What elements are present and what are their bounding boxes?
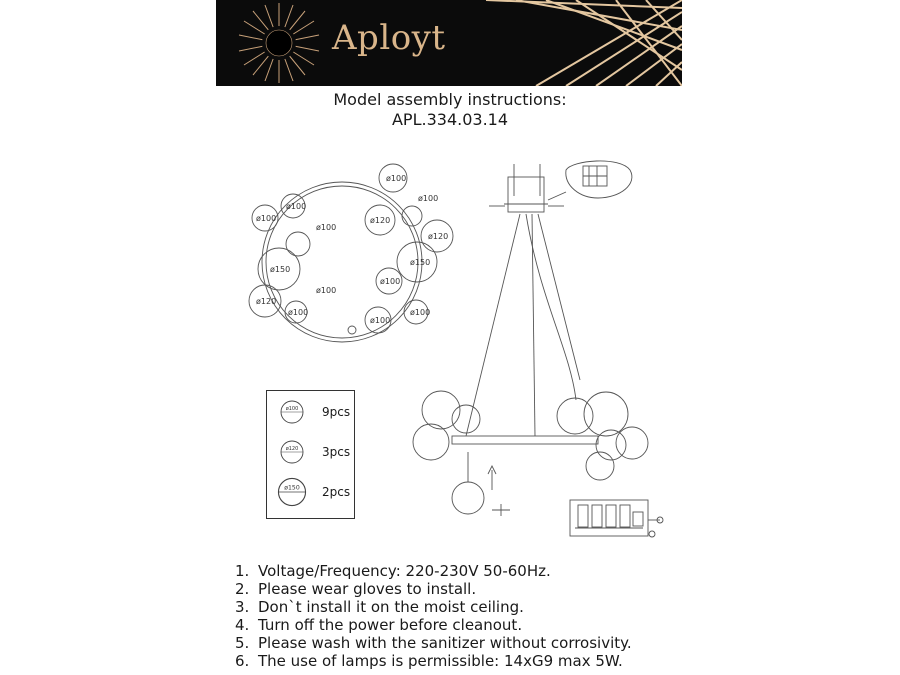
legend-qty: 2pcs [322,485,351,499]
legend-row [267,439,354,469]
side-view-diagram [413,164,648,516]
instruction-item: 2. Please wear gloves to install. [235,580,477,598]
svg-text:ø150: ø150 [284,484,300,492]
size-label: ø120 [428,232,449,241]
globe-icon [279,399,305,425]
svg-text:ø100: ø100 [285,406,299,412]
instruction-item: 1. Voltage/Frequency: 220-230V 50-60Hz. [235,562,551,580]
size-label: ø100 [316,286,337,295]
size-label: ø120 [370,216,391,225]
instruction-item: 3. Don`t install it on the moist ceiling. [235,598,524,616]
document-title: Model assembly instructions: [333,90,567,109]
instruction-item: 5. Please wash with the sanitizer without corrosivity. [235,634,632,652]
instruction-item: 6. The use of lamps is permissible: 14xG9 max 5W. [235,652,623,670]
size-label: ø100 [316,223,337,232]
size-label: ø150 [270,265,291,274]
globe-legend [266,390,355,519]
size-label: ø100 [418,194,439,203]
svg-text:ø120: ø120 [285,446,299,452]
instruction-item: 4. Turn off the power before cleanout. [235,616,523,634]
size-label: ø100 [256,214,277,223]
wiring-diagram [570,500,663,537]
brand-logo-text: Aployt [332,18,446,58]
globe-icon [276,476,308,508]
size-label: ø100 [410,308,431,317]
legend-row [267,479,354,509]
instructions-list [235,562,632,670]
legend-row [267,399,354,429]
size-label: ø100 [288,308,309,317]
size-label: ø150 [410,258,431,267]
size-label: ø100 [386,174,407,183]
mounting-detail-diagram [548,161,632,200]
size-label: ø120 [256,297,277,306]
size-label: ø100 [380,277,401,286]
legend-qty: 3pcs [322,445,351,459]
globe-icon [279,439,305,465]
legend-qty: 9pcs [322,405,351,419]
size-label: ø100 [370,316,391,325]
size-label: ø100 [286,202,307,211]
model-number: APL.334.03.14 [391,110,509,129]
